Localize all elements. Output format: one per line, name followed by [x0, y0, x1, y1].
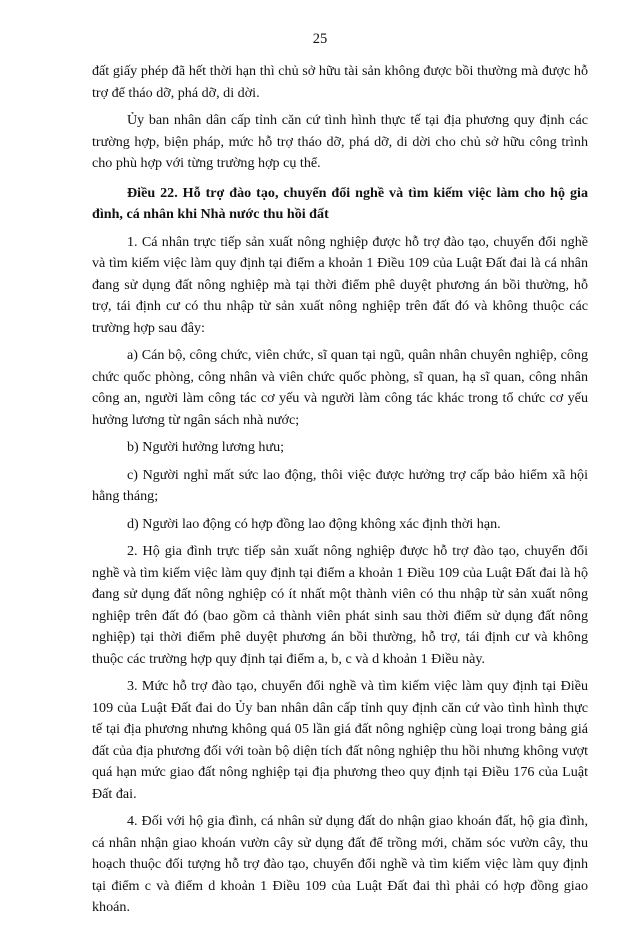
- clause-1: 1. Cá nhân trực tiếp sản xuất nông nghiệp được hỗ trợ đào tạo, chuyển đổi nghề và tìm kiếm việc làm quy định tại điểm a khoản 1 Điều 109 của Luật Đất đai là cá nhân đang sử dụng đất nông nghiệp mà tại thời điểm phê duyệt phương án bồi thường, hỗ trợ, tái định cư có thu nhập từ sản xuất nông nghiệp trên đất đó và không thuộc các trường hợp sau đây:: [92, 233, 588, 336]
- clause-4: 4. Đối với hộ gia đình, cá nhân sử dụng đất do nhận giao khoán đất, hộ gia đình, cá nhân nhận giao khoán vườn cây sử dụng đất để trồng mới, chăm sóc vườn cây, thu hoạch thuộc đối tượng hỗ trợ đào tạo, chuyển đổi nghề và tìm kiếm việc làm quy định tại điểm c và điểm d khoản 1 Điều 109 của Luật Đất đai thì phải có hợp đồng giao khoán.: [92, 813, 588, 915]
- clause-3: 3. Mức hỗ trợ đào tạo, chuyển đổi nghề và tìm kiếm việc làm quy định tại Điều 109 của Luật Đất đai do Ủy ban nhân dân cấp tỉnh quy định căn cứ vào tình hình thực tế tại địa phương nhưng không quá 05 lần giá đất nông nghiệp cùng loại trong bảng giá đất của địa phương đối với toàn bộ diện tích đất nông nghiệp thu hồi nhưng không vượt quá hạn mức giao đất nông nghiệp tại địa phương theo quy định tại Điều 176 của Luật Đất đai.: [92, 678, 588, 802]
- page-number: 25: [312, 31, 328, 47]
- clause-1-item-d: d) Người lao động có hợp đồng lao động không xác định thời hạn.: [127, 515, 501, 532]
- clause-1-item-c: c) Người nghỉ mất sức lao động, thôi việc được hưởng trợ cấp bảo hiểm xã hội hằng tháng;: [92, 466, 588, 504]
- paragraph-continuation: đất giấy phép đã hết thời hạn thì chủ sở hữu tài sản không được bồi thường mà được hỗ trợ để tháo dỡ, phá dỡ, di dời.: [92, 63, 588, 101]
- clause-1-item-a: a) Cán bộ, công chức, viên chức, sĩ quan tại ngũ, quân nhân chuyên nghiệp, công chức quốc phòng, công nhân và viên chức quốc phòng, sĩ quan, hạ sĩ quan, công nhân công an, người làm công tác cơ yếu và người làm công tác khác trong tổ chức cơ yếu hưởng lương từ ngân sách nhà nước;: [92, 347, 588, 428]
- article-22-heading: Điều 22. Hỗ trợ đào tạo, chuyển đổi nghề và tìm kiếm việc làm cho hộ gia đình, cá nhân khi Nhà nước thu hồi đất: [92, 184, 588, 222]
- clause-1-item-b: b) Người hưởng lương hưu;: [127, 439, 285, 455]
- document-body: [92, 61, 588, 925]
- paragraph-provincial-committee: Ủy ban nhân dân cấp tỉnh căn cứ tình hình thực tế tại địa phương quy định các trường hợp, biện pháp, mức hỗ trợ tháo dỡ, phá dỡ, di dời cho chủ sở hữu công trình cho phù hợp với từng trường hợp cụ thể.: [92, 112, 588, 171]
- clause-2: 2. Hộ gia đình trực tiếp sản xuất nông nghiệp được hỗ trợ đào tạo, chuyển đổi nghề và tìm kiếm việc làm quy định tại điểm a khoản 1 Điều 109 của Luật Đất đai là hộ đang sử dụng đất nông nghiệp có ít nhất một thành viên có thu nhập từ sản xuất nông nghiệp trên đất đó (bao gồm cả thành viên phát sinh sau thời điểm sử dụng đất nông nghiệp) tại thời điểm phê duyệt phương án bồi thường, hỗ trợ, tái định cư và không thuộc các trường hợp quy định tại điểm a, b, c và d khoản 1 Điều này.: [92, 543, 588, 667]
